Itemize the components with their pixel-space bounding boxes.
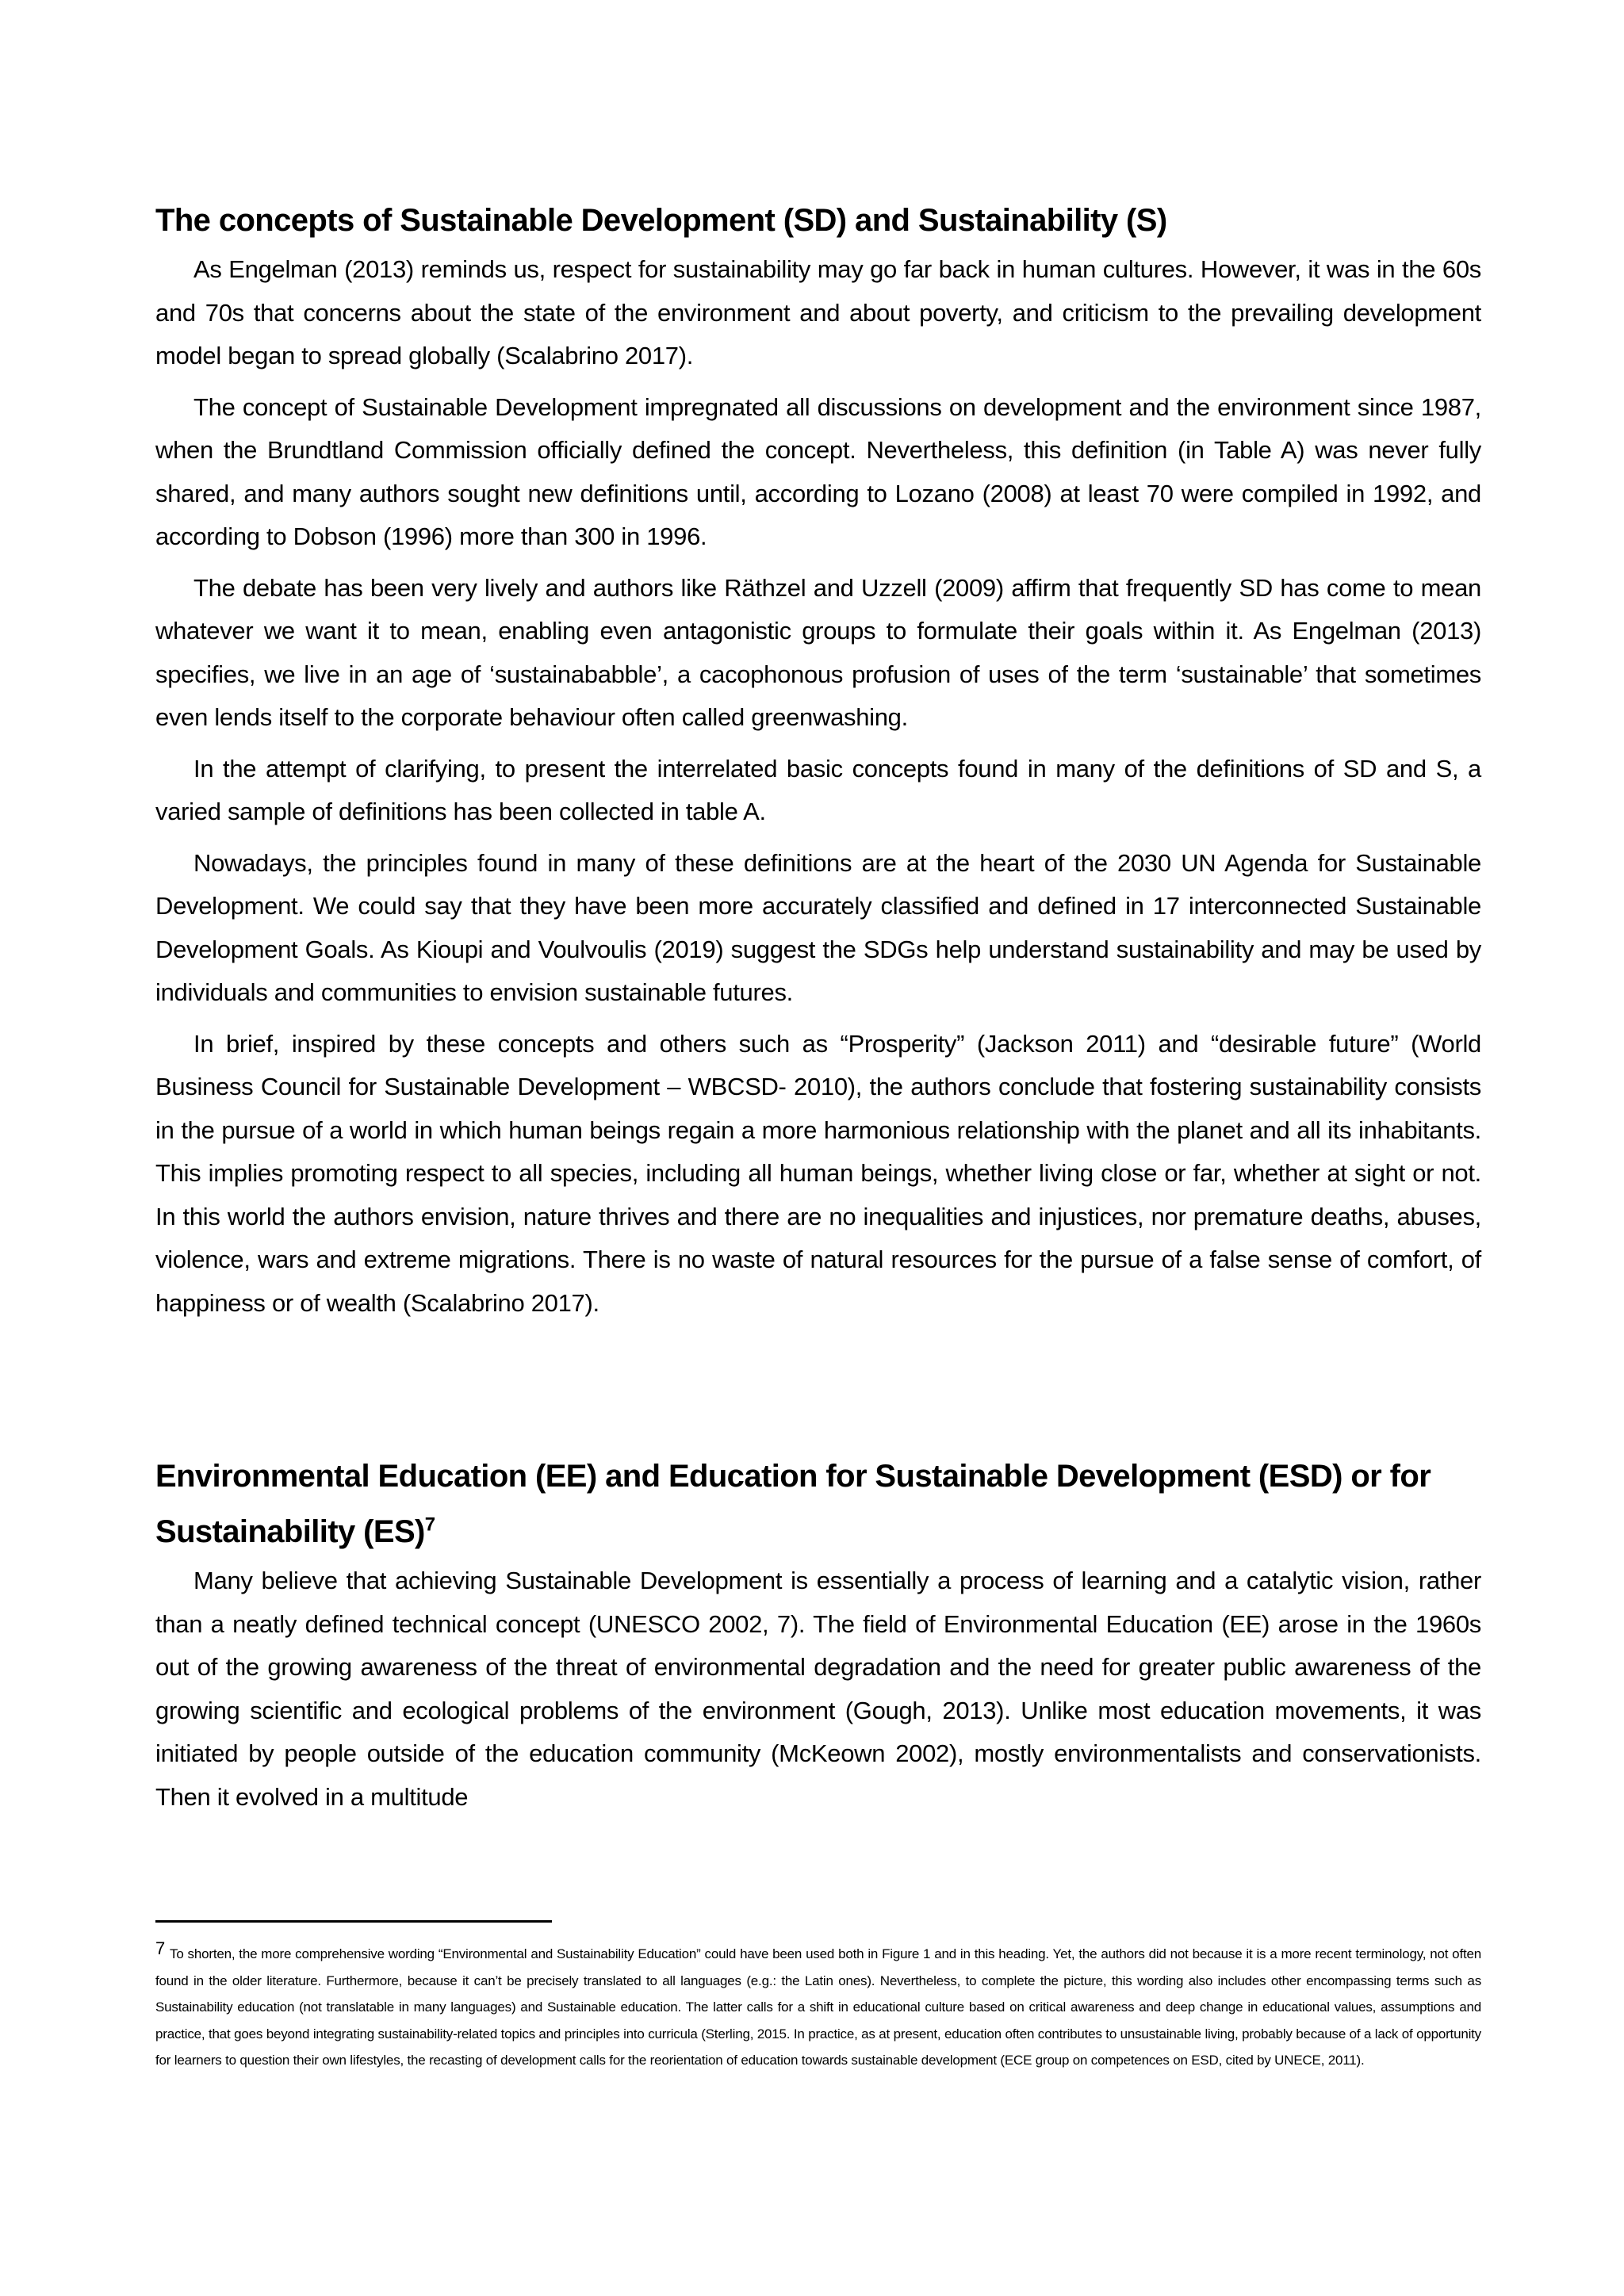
section-ee-esd — [155, 1448, 1481, 1827]
paragraph: In brief, inspired by these concepts and others such as “Prosperity” (Jackson 2011) and “desirable future” (World Business Council for Sustainable Development – WBCSD- 2010), the authors conclude that fostering sustainability consists in the pursue of a world in which human beings regain a more harmonious relationship with the planet and all its inhabitants. This implies promoting respect to all species, including all human beings, whether living close or far, whether at sight or not. In this world the authors envision, nature thrives and there are no inequalities and injustices, nor premature deaths, abuses, violence, wars and extreme migrations. There is no waste of natural resources for the pursue of a false sense of comfort, of happiness or of wealth (Scalabrino 2017). — [155, 1029, 1481, 1317]
paragraph: The debate has been very lively and authors like Räthzel and Uzzell (2009) affirm that frequently SD has come to mean whatever we want it to mean, enabling even antagonistic groups to formulate their goals within it. As Engelman (2013) specifies, we live in an age of ‘sustainababble’, a cacophonous profusion of uses of the term ‘sustainable’ that sometimes even lends itself to the corporate behaviour often called greenwashing. — [155, 573, 1481, 731]
footnote-reference[interactable]: 7 — [424, 1513, 435, 1536]
paragraph: The concept of Sustainable Development impregnated all discussions on development and the environment since 1987, when the Brundtland Commission officially defined the concept. Nevertheless, this definition (in Table A) was never fully shared, and many authors sought new definitions until, according to Lozano (2008) at least 70 were compiled in 1992, and according to Dobson (1996) more than 300 in 1996. — [155, 392, 1481, 550]
footnote-text: To shorten, the more comprehensive wording “Environmental and Sustainability Education” could have been used both in Figure 1 and in this heading. Yet, the authors did not because it is a more recent terminology, not often found in the older literature. Furthermore, because it can’t be precisely translated to all languages (e.g.: the Latin ones). Nevertheless, to complete the picture, this wording also includes other encompassing terms such as Sustainability education (not translatable in many languages) and Sustainable education. The latter calls for a shift in educational culture based on critical awareness and deep change in educational values, assumptions and practice, that goes beyond integrating sustainability-related topics and principles into curricula (Sterling, 2015. In practice, as at present, education often contributes to unsustainable living, probably because of a lack of opportunity for learners to question their own lifestyles, the recasting of development calls for the reorientation of education towards sustainable development (ECE group on competences on ESD, cited by UNECE, 2011). — [155, 1946, 1481, 2068]
section-sd-concepts — [155, 193, 1481, 1333]
footnote-separator — [155, 1920, 552, 1923]
paragraph: In the attempt of clarifying, to present the interrelated basic concepts found in many of the definitions of SD and S, a varied sample of definitions has been collected in table A. — [155, 754, 1481, 825]
section-heading: The concepts of Sustainable Development (SD) and Sustainability (S) — [155, 203, 1167, 238]
paragraph: As Engelman (2013) reminds us, respect for sustainability may go far back in human cultures. However, it was in the 60s and 70s that concerns about the state of the environment and about poverty, and criticism to the prevailing development model began to spread globally (Scalabrino 2017). — [155, 255, 1481, 369]
heading-text: Environmental Education (EE) and Education for Sustainable Development (ESD) or for Sustainability (ES) — [155, 1459, 1431, 1549]
footnote-number: 7 — [155, 1938, 166, 1958]
paragraph: Nowadays, the principles found in many of these definitions are at the heart of the 2030 UN Agenda for Sustainable Development. We could say that they have been more accurately classified and defined in 17 interconnected Sustainable Development Goals. As Kioupi and Voulvoulis (2019) suggest the SDGs help understand sustainability and may be used by individuals and communities to envision sustainable futures. — [155, 848, 1481, 1006]
footnote — [155, 1938, 1481, 2074]
section-heading — [155, 1448, 1481, 1559]
paragraph: Many believe that achieving Sustainable Development is essentially a process of learning and a catalytic vision, rather than a neatly defined technical concept (UNESCO 2002, 7). The field of Environmental Education (EE) arose in the 1960s out of the growing awareness of the threat of environmental degradation and the need for greater public awareness of the growing scientific and ecological problems of the environment (Gough, 2013). Unlike most education movements, it was initiated by people outside of the education community (McKeown 2002), mostly environmentalists and conservationists. Then it evolved in a multitude — [155, 1567, 1481, 1811]
